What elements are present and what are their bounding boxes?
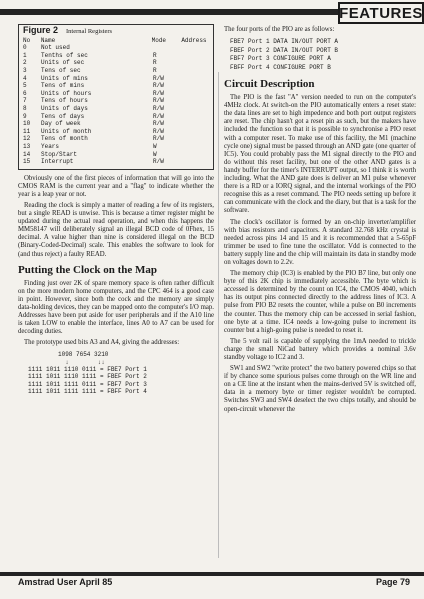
register-number: 9 xyxy=(23,112,27,120)
register-number: 6 xyxy=(23,89,27,97)
footer-magazine-issue: Amstrad User April 85 xyxy=(18,577,113,587)
register-mode: R xyxy=(153,66,157,74)
register-mode xyxy=(153,44,183,52)
figure-2-registers xyxy=(18,24,214,170)
register-row xyxy=(23,67,209,75)
paragraph-cmos-year: Obviously one of the first pieces of information that will go into the CMOS RAM is the current year and a "flag" to indicate whether the year is a leap year or not. xyxy=(18,174,214,198)
register-mode: R/W xyxy=(153,104,164,112)
bit-arrows: ↓ ↓↓ xyxy=(58,358,105,366)
paragraph-pio-reset: The PIO is the fast "A" version needed to run on the computer's 4MHz clock. At switch-on the PIO automatically enters a reset state: the data lines are set to high impedence and both port output registers are reset. The chip hasn't got a reset pin as such, but the makers have included the function so that it is possible to synchronise a PIO reset with a computer reset. To make use of this facility, the M1 (machine cycle one) signal must be passed through an AND gate (one quarter of IC5). You could probably pass the M1 signal directly to the PIO and do without this reset facility, but one of the other AND gates is a handy buffer for the timer's INTERRUPT output, so I think it is worth including. What the AND gate does is deliver an M1 pulse whenever there is a RD or a IORQ signal, and the internal workings of the PIO recognise this as a reset command. The PIO needs setting up before it can communicate with the clock and the diary, but that is a task for the software. xyxy=(224,94,416,215)
register-name: Units of days xyxy=(41,104,88,112)
register-mode: R/W xyxy=(153,82,164,90)
register-row xyxy=(23,44,209,52)
pio-port-entry: FBF7 Port 3 CONFIGURE PORT A xyxy=(230,55,331,63)
register-name: Units of mins xyxy=(41,74,88,82)
figure-label: Figure 2 xyxy=(23,25,59,35)
register-name: Tens of sec xyxy=(41,66,81,74)
register-mode: R/W xyxy=(153,89,164,97)
register-number: 8 xyxy=(23,104,27,112)
register-name: Interrupt xyxy=(41,158,74,166)
pio-port-entry: FBFF Port 4 CONFIGURE PORT B xyxy=(230,63,331,71)
register-mode: R/W xyxy=(153,158,164,166)
paragraph-reading-clock: Reading the clock is simply a matter of reading a few of its registers, but a single READ is unwise. This is because a timer register might be updated during the actual read operation, and when this happens the MM58147 will deliberately signal an illegal BCD code of 0Fhex, 15 decimal. A value higher than nine is considered illegal on the BCD (Binary-Coded-Decimal) scale. This enables the software to look for (and thus reject) a faulty READ. xyxy=(18,201,214,258)
register-number: 10 xyxy=(23,120,31,128)
register-number: 11 xyxy=(23,127,31,135)
register-row xyxy=(23,135,209,143)
bit-position-header: 1098 7654 3210 xyxy=(58,351,109,359)
col-no-header: No xyxy=(23,36,31,44)
register-row xyxy=(23,75,209,83)
paragraph-prototype-bits: The prototype used bits A3 and A4, giving the addresses: xyxy=(24,339,180,347)
address-line: 1111 1011 1111 1111 = FBFF Port 4 xyxy=(28,387,147,395)
address-lines xyxy=(28,366,214,395)
register-row xyxy=(23,128,209,136)
register-number: 2 xyxy=(23,59,27,67)
pio-port-entry: FBEF Port 2 DATA IN/OUT PORT B xyxy=(230,46,339,54)
register-row xyxy=(23,97,209,105)
address-line: 1111 1011 1110 0111 = FBE7 Port 1 xyxy=(28,365,147,373)
register-row xyxy=(23,52,209,60)
right-column xyxy=(224,24,416,417)
footer-rule xyxy=(0,572,424,576)
register-name: Tens of days xyxy=(41,112,85,120)
register-row xyxy=(23,151,209,159)
register-row xyxy=(23,143,209,151)
register-number: 1 xyxy=(23,51,27,59)
figure-column-headers xyxy=(23,37,209,45)
address-decoding-listing xyxy=(28,351,214,395)
footer-page-number: Page 79 xyxy=(375,577,410,587)
paragraph-oscillator: The clock's oscillator is formed by an on-chip inverter/amplifier with bias resistors and capacitors. A standard 32.768 kHz crystal is needed across pins 14 and 15 and it is recommended that a 5-65pF trimmer be used to fine tune the oscillator. Vdd is connected to the battery supply line and the chip will maintain its data in standby mode on voltages down to 2.2v. xyxy=(224,218,416,266)
register-number: 15 xyxy=(23,158,31,166)
register-number: 0 xyxy=(23,44,27,52)
paragraph-pio-ports-intro: The four ports of the PIO are as follows: xyxy=(224,26,335,33)
register-name: Stop/Start xyxy=(41,150,78,158)
figure-title: Internal Registers xyxy=(66,28,113,35)
register-name: Units of sec xyxy=(41,59,85,67)
register-row xyxy=(23,90,209,98)
address-line: 1111 1011 1110 1111 = FBEF Port 2 xyxy=(28,373,147,381)
register-mode: R/W xyxy=(153,120,164,128)
register-name: Not used xyxy=(41,44,70,52)
register-name: Tenths of sec xyxy=(41,51,88,59)
register-number: 13 xyxy=(23,142,31,150)
register-rows xyxy=(23,44,209,166)
address-line: 1111 1011 1111 0111 = FBF7 Port 3 xyxy=(28,380,147,388)
register-name: Tens of hours xyxy=(41,97,88,105)
col-mode-header: Mode xyxy=(151,36,167,44)
column-divider xyxy=(218,72,219,558)
register-number: 4 xyxy=(23,74,27,82)
register-mode: R/W xyxy=(153,74,164,82)
register-name: Tens of mins xyxy=(41,82,85,90)
paragraph-memory-space: Finding just over 2K of spare memory space is often rather difficult on the more modern home computers, and the CPC 464 is a good case in point. However, since both the cock and the memory are simply data-holding devices, they can be mapped onto the computer's I/O map. Addresses have been put aside for user peripherals and if the A10 line is taken LOW to enable the interface, lines A0 to A7 can be used for decoding duties. xyxy=(18,279,214,336)
register-row xyxy=(23,105,209,113)
register-name: Units of hours xyxy=(41,89,92,97)
heading-circuit-description: Circuit Description xyxy=(224,78,315,91)
register-mode: W xyxy=(153,150,157,158)
register-name: Tens of month xyxy=(41,135,88,143)
pio-port-entry: FBE7 Port 1 DATA IN/OUT PORT A xyxy=(230,38,339,46)
register-number: 3 xyxy=(23,66,27,74)
register-mode: W xyxy=(153,142,157,150)
register-row xyxy=(23,158,209,166)
register-mode: R/W xyxy=(153,112,164,120)
register-number: 5 xyxy=(23,82,27,90)
register-name: Units of month xyxy=(41,127,92,135)
section-label: FEATURES xyxy=(338,2,424,24)
register-mode: R/W xyxy=(153,127,164,135)
register-mode: R xyxy=(153,59,157,67)
register-name: Years xyxy=(41,142,60,150)
register-mode: R xyxy=(153,51,157,59)
paragraph-5v-rail: The 5 volt rail is capable of supplying the 1mA needed to trickle charge the small NiCad battery which provides a nominal 3.6v standby voltage to IC2 and 3. xyxy=(224,337,416,361)
left-column xyxy=(18,24,214,399)
heading-putting-clock-on-map: Putting the Clock on the Map xyxy=(18,263,158,276)
register-row xyxy=(23,82,209,90)
pio-port-list xyxy=(230,38,416,72)
col-address-header: Address xyxy=(181,36,207,44)
paragraph-write-protect: SW1 and SW2 "write protect" the two battery powered chips so that if by chance some spurious pulses come through on the WR line and on a CE line at the instant when the mains-derived 5V is switched off, data in a memory byte or timer register wouldn't be corrupted. Switches SW3 and SW4 deselect the two chips totally, and should be open-circuit whenever the xyxy=(224,365,416,413)
register-number: 14 xyxy=(23,150,31,158)
register-name: Day of week xyxy=(41,120,81,128)
register-mode: R/W xyxy=(153,135,164,143)
register-row xyxy=(23,113,209,121)
register-number: 12 xyxy=(23,135,31,143)
figure-header xyxy=(23,27,209,36)
col-name-header: Name xyxy=(40,36,56,44)
paragraph-memory-chip: The memory chip (IC3) is enabled by the PIO B7 line, but only one byte of this 2K chip is immediately accessible. The byte which is accessed is determined by the count on IC4, the CMOS 4040, which has its output pins connected directly to the address lines of IC3. A pulse from PIO B2 resets the counter, while a pulse on B0 increments the counter. Thus the memory chip can be accessed in serial fashion, one byte at a time. IC4 needs a low-going pulse to increment its counter but a high-going pulse is needed to reset it. xyxy=(224,270,416,334)
register-row xyxy=(23,59,209,67)
register-number: 7 xyxy=(23,97,27,105)
register-mode: R/W xyxy=(153,97,164,105)
register-row xyxy=(23,120,209,128)
